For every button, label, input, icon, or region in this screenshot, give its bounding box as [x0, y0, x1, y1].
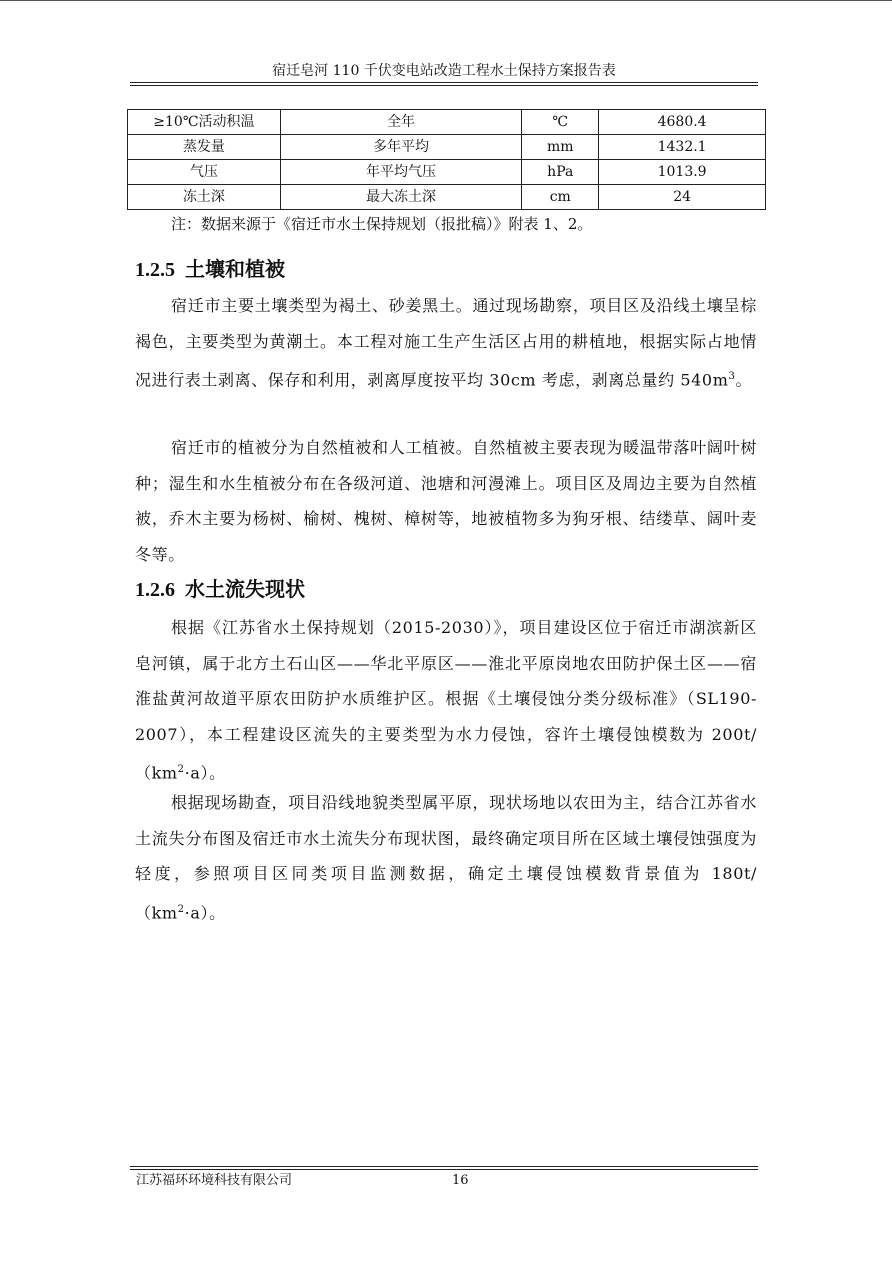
erosion-intensity-paragraph — [135, 785, 757, 930]
table-row — [128, 185, 766, 210]
table-cell-unit: hPa — [522, 160, 599, 185]
vegetation-paragraph: 宿迁市的植被分为自然植被和人工植被。自然植被主要表现为暖温带落叶阔叶树种；湿生和水生植被分布在各级河道、池塘和河漫滩上。项目区及周边主要为自然植被，乔木主要为杨树、榆树、槐树、樟树等，地被植物多为狗牙根、结缕草、阔叶麦冬等。 — [135, 438, 757, 564]
table-cell-unit: cm — [522, 185, 599, 210]
superscript: 2 — [177, 903, 185, 915]
section-heading-1-2-6 — [135, 575, 305, 604]
climate-data-table — [127, 109, 766, 210]
table-row — [128, 160, 766, 185]
table-source-note: 注：数据来源于《宿迁市水土保持规划（报批稿）》附表 1、2。 — [171, 215, 593, 233]
paragraph-text: ·a）。 — [184, 763, 226, 783]
section-title: 土壤和植被 — [185, 257, 285, 281]
table-cell-desc: 年平均气压 — [280, 160, 522, 185]
superscript: 3 — [728, 371, 736, 382]
section-title: 水土流失现状 — [185, 577, 305, 601]
footer-rule — [130, 1166, 758, 1167]
paragraph-text: 根据《江苏省水土保持规划（2015-2030）》，项目建设区位于宿迁市湖滨新区皂河镇，属于北方土石山区——华北平原区——淮北平原岗地农田防护保土区——宿淮盐黄河故道平原农田防护水质维护区。根据《土壤侵蚀分类分级标准》（SL190-2007），本工程建设区流失的主要类型为水力侵蚀，容许土壤侵蚀模数为 200t/（km — [135, 618, 757, 783]
table-cell-desc: 多年平均 — [280, 135, 522, 160]
table-cell-unit: mm — [522, 135, 599, 160]
soil-paragraph — [135, 288, 757, 398]
paragraph-text: ·a）。 — [184, 902, 226, 922]
table-cell-value: 4680.4 — [599, 110, 766, 135]
header-rule — [130, 82, 758, 83]
paragraph-text: 。 — [735, 370, 753, 390]
top-edge-rule — [0, 0, 892, 1]
erosion-status-paragraph — [135, 610, 757, 791]
page-number: 16 — [452, 1173, 469, 1188]
table-cell-desc: 最大冻土深 — [280, 185, 522, 210]
table-cell-unit: ℃ — [522, 110, 599, 135]
table-cell-desc: 全年 — [280, 110, 522, 135]
table-cell-item: 气压 — [128, 160, 281, 185]
table-cell-value: 1013.9 — [599, 160, 766, 185]
table-cell-value: 1432.1 — [599, 135, 766, 160]
footer-rule-double — [130, 1169, 758, 1170]
table-cell-item: 蒸发量 — [128, 135, 281, 160]
section-number: 1.2.6 — [135, 579, 175, 601]
header-rule-double — [130, 85, 758, 86]
page-header-title: 宿迁皂河 110 千伏变电站改造工程水土保持方案报告表 — [272, 63, 616, 79]
table-cell-item: ≥10℃活动积温 — [128, 110, 281, 135]
superscript: 2 — [177, 764, 185, 775]
footer-company-name: 江苏福环环境科技有限公司 — [136, 1173, 293, 1188]
table-row — [128, 110, 766, 135]
table-cell-item: 冻土深 — [128, 185, 281, 210]
section-number: 1.2.5 — [135, 259, 175, 281]
paragraph-text: 根据现场勘查，项目沿线地貌类型属平原，现状场地以农田为主，结合江苏省水土流失分布图及宿迁市水土流失分布现状图，最终确定项目所在区域土壤侵蚀强度为轻度，参照项目区同类项目监测数据，确定土壤侵蚀模数背景值为 180t/（km — [135, 793, 757, 922]
table-cell-value: 24 — [599, 185, 766, 210]
paragraph-text: 宿迁市主要土壤类型为褐土、砂姜黑土。通过现场勘察，项目区及沿线土壤呈棕褐色，主要类型为黄潮土。本工程对施工生产生活区占用的耕植地，根据实际占地情况进行表土剥离、保存和利用，剥离厚度按平均 30cm 考虑，剥离总量约 540m — [135, 296, 757, 390]
section-heading-1-2-5 — [135, 255, 285, 284]
table-row — [128, 135, 766, 160]
